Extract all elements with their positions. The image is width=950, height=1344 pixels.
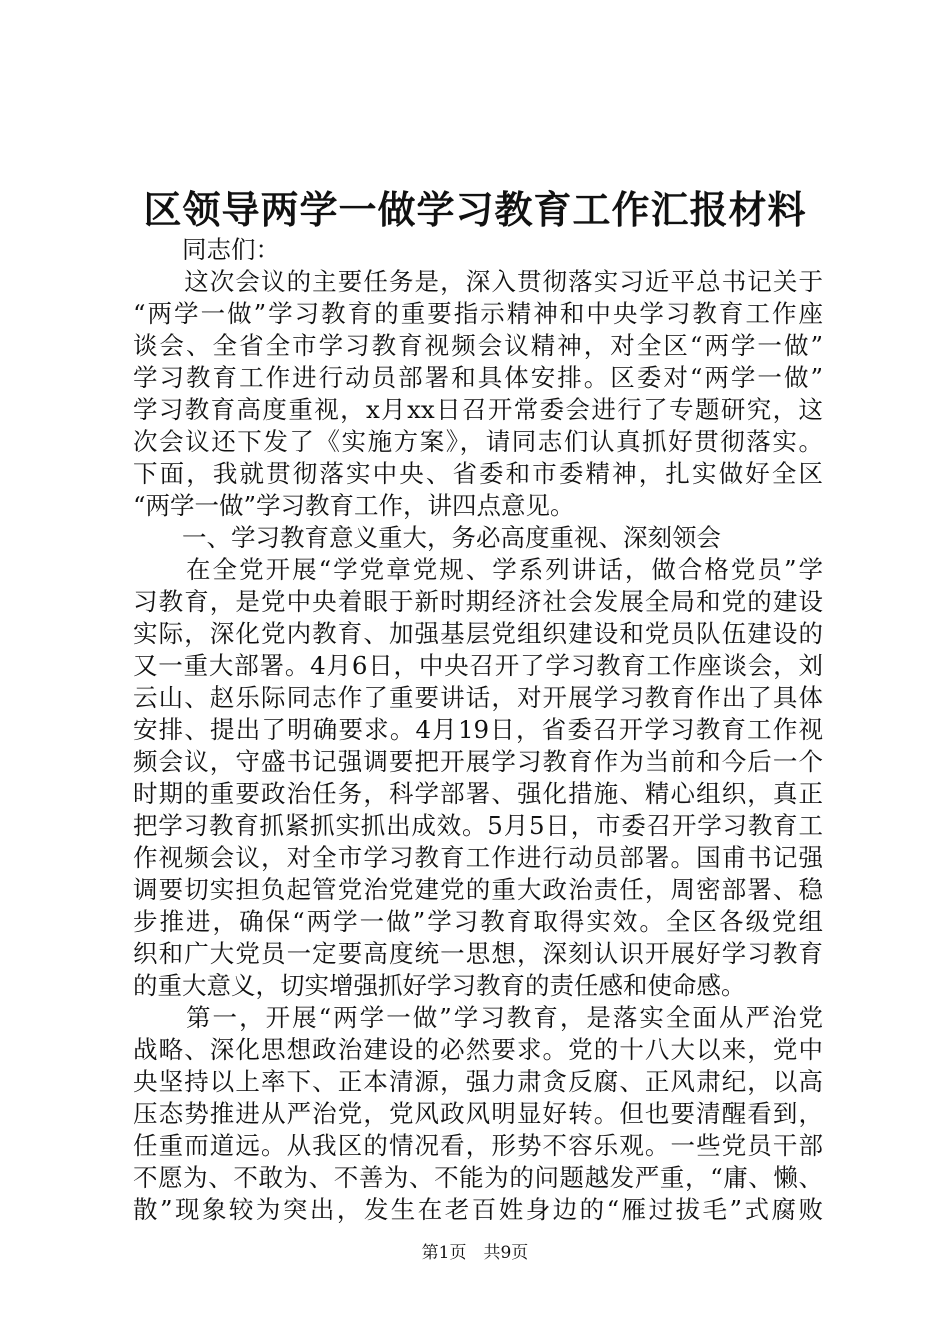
text-line: 压态势推进从严治党，党风政风明显好转。但也要清醒看到， [133,1099,823,1128]
text-line: 散”现象较为突出，发生在老百姓身边的“雁过拔毛”式腐败 [133,1195,823,1224]
text-line: 下面，我就贯彻落实中央、省委和市委精神，扎实做好全区 [133,459,823,488]
text-line: 学习教育高度重视，x月xx日召开常委会进行了专题研究，这 [133,395,823,424]
text-line: 作视频会议，对全市学习教育工作进行动员部署。国甫书记强 [133,843,823,872]
text-line: 次会议还下发了《实施方案》，请同志们认真抓好贯彻落实。 [133,427,823,456]
text-line: 把学习教育抓紧抓实抓出成效。5月5日，市委召开学习教育工 [133,811,823,840]
text-line: 同志们： [133,235,280,264]
text-line: 的重大意义，切实增强抓好学习教育的责任感和使命感。 [133,971,746,1000]
page-footer: 第1页 共9页 [421,1243,529,1263]
text-line: 不愿为、不敢为、不善为、不能为的问题越发严重，“庸、懒、 [133,1163,823,1192]
text-line: 织和广大党员一定要高度统一思想，深刻认识开展好学习教育 [133,939,823,968]
text-line: 云山、赵乐际同志作了重要讲话，对开展学习教育作出了具体 [133,683,823,712]
text-line: “两学一做”学习教育工作，讲四点意见。 [133,491,575,520]
text-line: 在全党开展“学党章党规、学系列讲话，做合格党员”学 [133,555,823,584]
text-line: “两学一做”学习教育的重要指示精神和中央学习教育工作座 [133,299,823,328]
text-line: 第一，开展“两学一做”学习教育，是落实全面从严治党 [133,1003,823,1032]
text-line: 这次会议的主要任务是，深入贯彻落实习近平总书记关于 [133,267,823,296]
text-line: 实际，深化党内教育、加强基层党组织建设和党员队伍建设的 [133,619,823,648]
document-title: 区领导两学一做学习教育工作汇报材料 [143,187,807,232]
text-line: 战略、深化思想政治建设的必然要求。党的十八大以来，党中 [133,1035,823,1064]
text-line: 谈会、全省全市学习教育视频会议精神，对全区“两学一做” [133,331,823,360]
text-line: 频会议，守盛书记强调要把开展学习教育作为当前和今后一个 [133,747,823,776]
text-line: 学习教育工作进行动员部署和具体安排。区委对“两学一做” [133,363,823,392]
text-line: 又一重大部署。4月6日，中央召开了学习教育工作座谈会，刘 [133,651,823,680]
text-line: 步推进，确保“两学一做”学习教育取得实效。全区各级党组 [133,907,823,936]
text-line: 时期的重要政治任务，科学部署、强化措施、精心组织，真正 [133,779,823,808]
text-line: 习教育，是党中央着眼于新时期经济社会发展全局和党的建设 [133,587,823,616]
document-body [133,234,823,1226]
text-line: 任重而道远。从我区的情况看，形势不容乐观。一些党员干部 [133,1131,823,1160]
text-line: 央坚持以上率下、正本清源，强力肃贪反腐、正风肃纪，以高 [133,1067,823,1096]
text-line: 调要切实担负起管党治党建党的重大政治责任，周密部署、稳 [133,875,823,904]
text-line: 一、学习教育意义重大，务必高度重视、深刻领会 [133,523,721,552]
text-line: 安排、提出了明确要求。4月19日，省委召开学习教育工作视 [133,715,823,744]
